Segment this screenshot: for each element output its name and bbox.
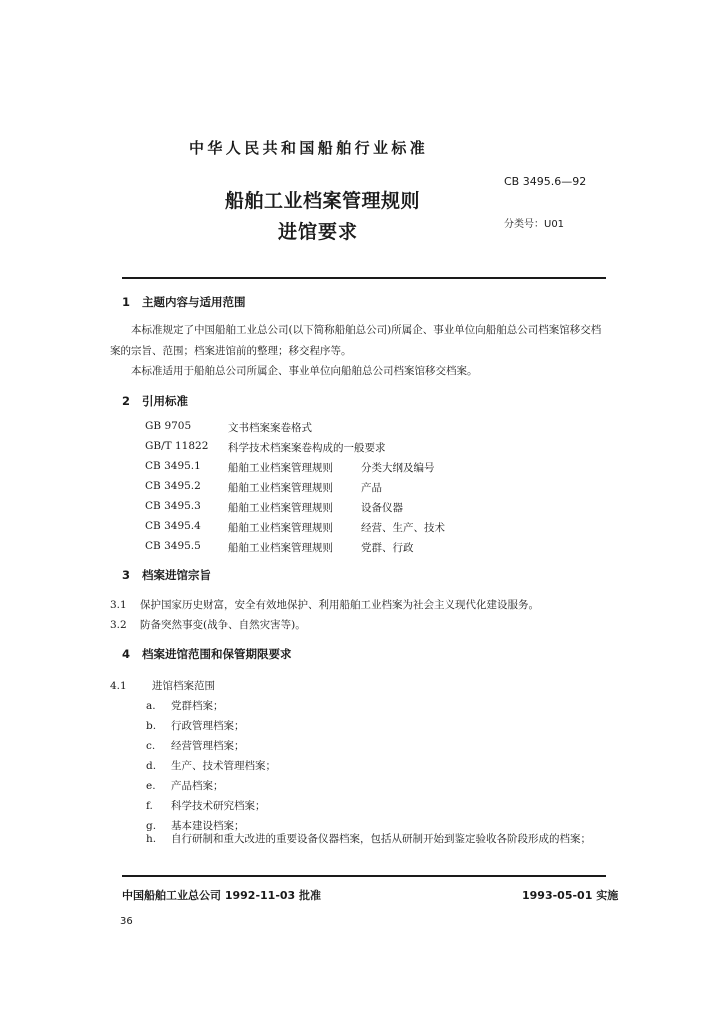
page-number: 36 — [120, 916, 133, 927]
approval-note: 中国船舶工业总公司 1992-11-03 批准 — [122, 889, 322, 902]
section-1-paragraph-1: 本标准规定了中国船舶工业总公司(以下简称船舶总公司)所属企、事业单位向船舶总公司档案馆移交档案的宗旨、范围；档案进馆前的整理；移交程序等。 — [110, 324, 602, 357]
list-marker: g. — [146, 820, 157, 832]
section-1-paragraph-2: 本标准适用于船舶总公司所属企、事业单位向船舶总公司档案馆移交档案。 — [131, 365, 478, 377]
list-marker: c. — [146, 740, 156, 752]
list-text: 生产、技术管理档案； — [171, 760, 276, 772]
reference-code: CB 3495.2 — [145, 480, 201, 492]
reference-code: GB 9705 — [145, 420, 192, 432]
list-text: 经营管理档案； — [171, 740, 245, 752]
reference-code: CB 3495.1 — [145, 460, 201, 472]
document-subtitle: 进馆要求 — [278, 221, 359, 243]
clause-number: 4.1 — [110, 680, 127, 692]
section-heading-1 — [122, 294, 246, 310]
clause-text: 保护国家历史财富，安全有效地保护、利用船舶工业档案为社会主义现代化建设服务。 — [140, 599, 539, 611]
clause-3-2 — [110, 617, 306, 632]
section-heading-4 — [122, 646, 292, 662]
reference-code: CB 3495.4 — [145, 520, 201, 532]
list-text: 党群档案； — [171, 700, 224, 712]
reference-code: GB/T 11822 — [145, 440, 209, 452]
list-item — [146, 738, 245, 753]
clause-text: 防备突然事变(战争、自然灾害等)。 — [140, 619, 306, 631]
section-title: 主题内容与适用范围 — [142, 295, 246, 309]
reference-title: 船舶工业档案管理规则 — [228, 502, 333, 514]
footer-divider — [122, 875, 606, 877]
effective-date: 1993-05-01 实施 — [522, 889, 619, 902]
section-heading-2 — [122, 393, 188, 409]
issuing-body: 中华人民共和国船舶行业标准 — [189, 139, 429, 157]
section-number: 1 — [122, 295, 131, 309]
list-item — [146, 778, 224, 793]
reference-title: 科学技术档案案卷构成的一般要求 — [228, 442, 386, 454]
reference-title: 文书档案案卷格式 — [228, 422, 312, 434]
list-text: 科学技术研究档案； — [171, 800, 266, 812]
list-item — [146, 718, 245, 733]
document-title: 船舶工业档案管理规则 — [225, 190, 421, 212]
clause-4-1 — [110, 678, 215, 693]
list-marker: f. — [146, 800, 153, 812]
reference-title: 船舶工业档案管理规则 — [228, 522, 333, 534]
list-item — [146, 698, 224, 713]
list-text: 基本建设档案； — [171, 820, 245, 832]
header-divider — [122, 277, 606, 279]
section-heading-3 — [122, 567, 211, 583]
list-item — [146, 758, 276, 773]
clause-3-1 — [110, 597, 539, 612]
reference-title: 船舶工业档案管理规则 — [228, 462, 333, 474]
reference-list — [145, 420, 595, 560]
reference-code: CB 3495.3 — [145, 500, 201, 512]
list-item — [146, 798, 266, 813]
clause-number: 3.2 — [110, 619, 127, 631]
section-title: 档案进馆范围和保管期限要求 — [142, 647, 292, 661]
section-title: 档案进馆宗旨 — [142, 568, 211, 582]
list-marker: h. — [146, 833, 157, 845]
list-text: 行政管理档案； — [171, 720, 245, 732]
reference-subtitle: 分类大纲及编号 — [361, 462, 435, 474]
list-marker: e. — [146, 780, 156, 792]
clause-title: 进馆档案范围 — [152, 680, 215, 692]
list-marker: d. — [146, 760, 157, 772]
reference-title: 船舶工业档案管理规则 — [228, 542, 333, 554]
list-marker: a. — [146, 700, 156, 712]
list-marker: b. — [146, 720, 157, 732]
reference-code: CB 3495.5 — [145, 540, 201, 552]
list-text: 自行研制和重大改进的重要设备仪器档案，包括从研制开始到鉴定验收各阶段形成的档案； — [171, 833, 591, 845]
section-number: 3 — [122, 568, 131, 582]
reference-subtitle: 党群、行政 — [361, 542, 414, 554]
reference-title: 船舶工业档案管理规则 — [228, 482, 333, 494]
reference-subtitle: 设备仪器 — [361, 502, 403, 514]
section-number: 4 — [122, 647, 131, 661]
list-item — [110, 829, 607, 849]
reference-subtitle: 经营、生产、技术 — [361, 522, 445, 534]
clause-number: 3.1 — [110, 599, 127, 611]
section-title: 引用标准 — [142, 394, 188, 408]
standard-code: CB 3495.6—92 — [504, 175, 587, 188]
section-number: 2 — [122, 394, 131, 408]
reference-subtitle: 产品 — [361, 482, 382, 494]
classification-number: 分类号：U01 — [504, 219, 565, 230]
list-text: 产品档案； — [171, 780, 224, 792]
